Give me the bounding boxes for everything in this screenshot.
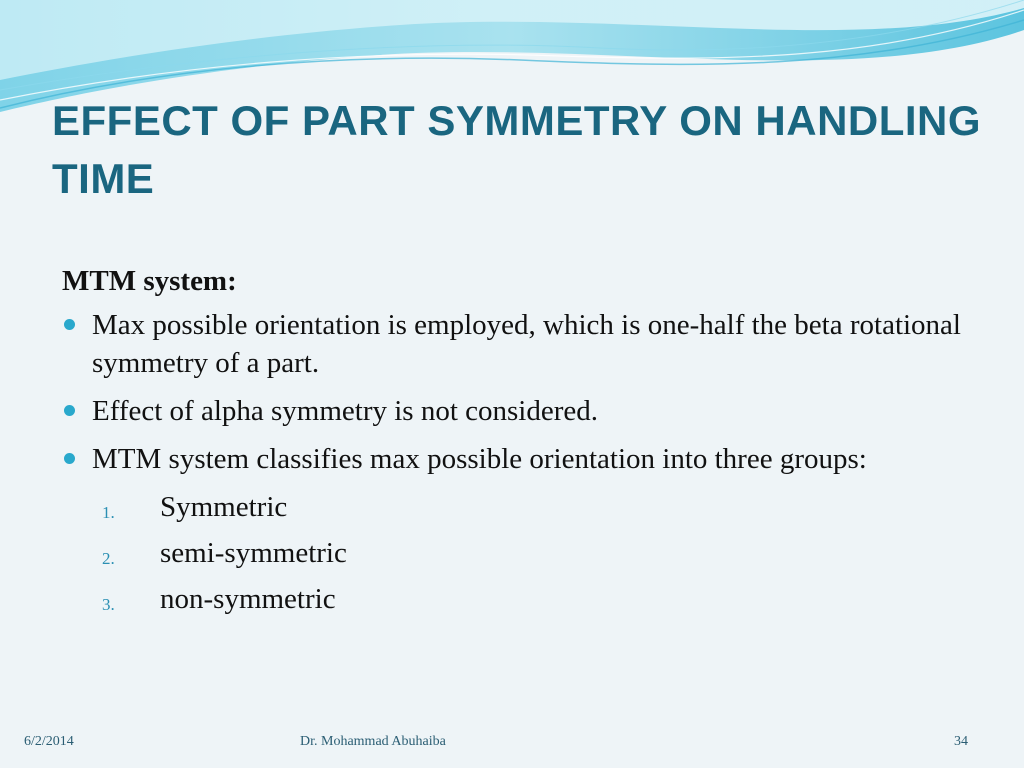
bullet-item	[62, 392, 962, 430]
item-text: non-symmetric	[160, 583, 336, 615]
bullet-item	[62, 440, 962, 478]
bullet-text: Max possible orientation is employed, which is one-half the beta rotational symmetry of a part.	[92, 309, 961, 379]
item-text: semi-symmetric	[160, 537, 347, 569]
item-number: 1.	[102, 503, 115, 522]
slide-body	[62, 262, 962, 626]
bullet-dot-icon	[64, 453, 75, 464]
footer-author: Dr. Mohammad Abuhaiba	[300, 734, 446, 749]
footer-date: 6/2/2014	[24, 734, 74, 749]
numbered-item	[62, 488, 962, 534]
item-text: Symmetric	[160, 491, 288, 523]
bullet-item	[62, 306, 962, 382]
slide-title: EFFECT OF PART SYMMETRY ON HANDLING TIME	[52, 97, 982, 202]
item-number: 3.	[102, 595, 115, 614]
bullet-dot-icon	[64, 405, 75, 416]
section-heading: MTM system:	[62, 265, 237, 297]
item-number: 2.	[102, 549, 115, 568]
slide-number: 34	[954, 734, 968, 749]
bullet-dot-icon	[64, 319, 75, 330]
bullet-text: Effect of alpha symmetry is not considered.	[92, 395, 599, 427]
numbered-item	[62, 580, 962, 626]
numbered-item	[62, 534, 962, 580]
bullet-text: MTM system classifies max possible orientation into three groups:	[92, 443, 867, 475]
